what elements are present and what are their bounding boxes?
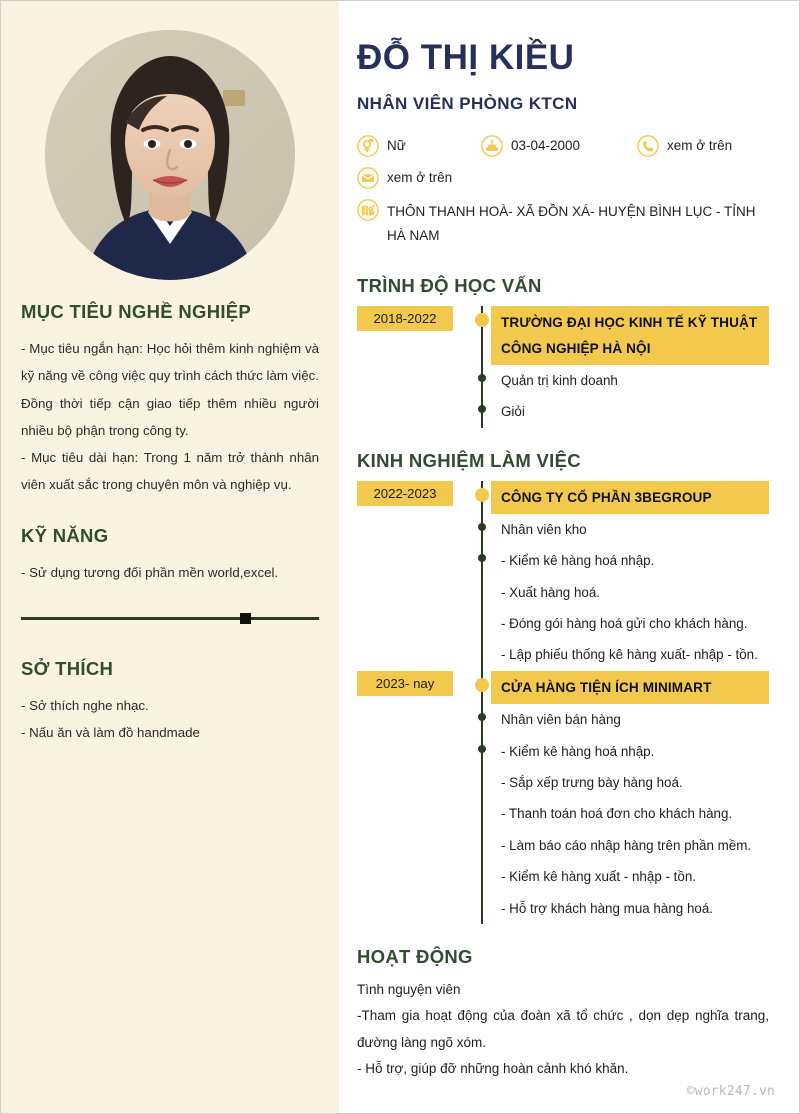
experience-section: [357, 450, 769, 925]
experience-company: CÔNG TY CỔ PHẦN 3BEGROUP: [491, 481, 769, 514]
skill-level-slider[interactable]: [21, 608, 319, 628]
experience-detail: [475, 736, 769, 767]
education-grade: Giỏi: [501, 404, 525, 420]
contact-email[interactable]: [357, 168, 452, 189]
education-detail: [475, 365, 769, 396]
education-school: TRƯỜNG ĐẠI HỌC KINH TẾ KỸ THUẬT CÔNG NGHIỆP HÀ NỘI: [491, 306, 769, 364]
education-body: [475, 306, 769, 364]
experience-task: - Đóng gói hàng hoá gửi cho khách hàng.: [501, 616, 748, 632]
education-major: Quản trị kinh doanh: [501, 372, 618, 388]
experience-task: - Làm báo cáo nhập hàng trên phần mềm.: [501, 837, 752, 853]
experience-detail: [475, 798, 769, 829]
hobbies-section: [21, 658, 319, 747]
envelope-icon: [357, 167, 379, 189]
activity-line: -Tham gia hoạt động của đoàn xã tổ chức , dọn dẹp nghĩa trang, đường làng ngõ xóm.: [357, 1008, 769, 1050]
hobbies-title: SỞ THÍCH: [21, 657, 114, 679]
education-detail-row: [357, 365, 769, 396]
activity-line: - Hỗ trợ, giúp đỡ những hoàn cảnh khó khăn.: [357, 1061, 629, 1077]
experience-detail: [475, 545, 769, 576]
experience-detail-row: [357, 830, 769, 861]
timeline-dot-main: [475, 678, 489, 692]
skill-slider-knob[interactable]: [240, 613, 251, 624]
timeline-dot: [478, 523, 486, 531]
education-timeline: [357, 306, 769, 427]
timeline-date-spacer: [357, 798, 453, 808]
gender-icon: [357, 135, 379, 157]
experience-task: - Kiểm kê hàng hoá nhập.: [501, 553, 655, 569]
contact-row: [357, 136, 769, 157]
timeline-date-spacer: [357, 577, 453, 587]
timeline-date-spacer: [357, 365, 453, 375]
objective-short-term: - Mục tiêu ngắn hạn: Học hỏi thêm kinh nghiệm và kỹ năng về công việc quy trình cách thức làm việc. Đồng thời tiếp cận giao tiếp thêm nhiều người nhiều bộ phận trong công ty.: [21, 341, 319, 438]
birthday-cake-icon: [481, 135, 503, 157]
experience-date: 2023- nay: [357, 671, 453, 696]
timeline-date-spacer: [357, 830, 453, 840]
objective-title: MỤC TIÊU NGHỀ NGHIỆP: [21, 301, 252, 322]
hobby-item: - Nấu ăn và làm đồ handmade: [21, 725, 200, 740]
timeline-date-spacer: [357, 767, 453, 777]
education-date: 2018-2022: [357, 306, 453, 331]
main-content: [339, 1, 799, 1113]
watermark: ©work247.vn: [686, 1084, 775, 1099]
timeline-dot-main: [475, 488, 489, 502]
birthdate-value: 03-04-2000: [511, 137, 581, 153]
experience-detail-row: [357, 704, 769, 735]
address-value: THÔN THANH HOÀ- XÃ ĐỒN XÁ- HUYỆN BÌNH LỤC - TỈNH HÀ NAM: [387, 203, 756, 244]
timeline-date-spacer: [357, 514, 453, 524]
avatar: [45, 30, 295, 280]
experience-detail: [475, 767, 769, 798]
timeline-dot: [478, 713, 486, 721]
experience-timeline: [357, 481, 769, 925]
experience-detail-row: [357, 893, 769, 924]
hobby-item: - Sở thích nghe nhạc.: [21, 697, 149, 713]
timeline-date-spacer: [357, 396, 453, 406]
experience-body: [475, 481, 769, 514]
phone-value: xem ở trên: [667, 137, 733, 153]
experience-detail: [475, 577, 769, 608]
experience-task: - Sắp xếp trưng bày hàng hoá.: [501, 774, 683, 790]
experience-task: - Xuất hàng hoá.: [501, 584, 601, 600]
experience-detail-row: [357, 767, 769, 798]
education-section: [357, 275, 769, 427]
experience-detail-row: [357, 639, 769, 670]
timeline-date-spacer: [357, 639, 453, 649]
experience-detail: [475, 893, 769, 924]
experience-detail: [475, 861, 769, 892]
activities-section: [357, 946, 769, 1082]
page-title: ĐỖ THỊ KIỀU: [357, 38, 575, 77]
timeline-date-spacer: [357, 608, 453, 618]
contact-row: [357, 200, 769, 250]
activity-line: Tình nguyện viên: [357, 982, 461, 998]
experience-detail-row: [357, 577, 769, 608]
timeline-date-spacer: [357, 736, 453, 746]
experience-task: - Kiểm kê hàng hoá nhập.: [501, 743, 655, 759]
experience-task: - Lập phiếu thống kê hàng xuất- nhập - tồn.: [501, 647, 758, 663]
timeline-date-spacer: [357, 861, 453, 871]
experience-task: - Thanh toán hoá đơn cho khách hàng.: [501, 806, 733, 822]
experience-detail-row: [357, 514, 769, 545]
contact-row: [357, 168, 769, 189]
phone-icon: [637, 135, 659, 157]
contact-gender: [357, 136, 481, 157]
experience-detail-row: [357, 608, 769, 639]
sidebar: [1, 1, 339, 1113]
gender-value: Nữ: [387, 137, 406, 153]
education-title: TRÌNH ĐỘ HỌC VẤN: [357, 275, 542, 297]
contact-birthdate: [481, 136, 637, 157]
experience-detail-row: [357, 798, 769, 829]
map-location-icon: [357, 199, 379, 221]
experience-company: CỬA HÀNG TIỆN ÍCH MINIMART: [491, 671, 769, 704]
skill-item: - Sử dụng tương đối phần mền world,excel.: [21, 564, 279, 580]
experience-detail: [475, 639, 769, 670]
experience-role: Nhân viên kho: [501, 521, 587, 537]
skill-slider-track: [21, 617, 319, 620]
contact-phone[interactable]: [637, 136, 732, 157]
experience-body: [475, 671, 769, 704]
education-detail: [475, 396, 769, 427]
experience-task: - Hỗ trợ khách hàng mua hàng hoá.: [501, 900, 714, 916]
experience-entry: [357, 481, 769, 514]
experience-detail-row: [357, 545, 769, 576]
experience-task: - Kiểm kê hàng xuất - nhập - tồn.: [501, 869, 697, 885]
experience-detail-row: [357, 736, 769, 767]
timeline-date-spacer: [357, 893, 453, 903]
job-title: NHÂN VIÊN PHÒNG KTCN: [357, 93, 578, 113]
profile-photo-container: [1, 1, 339, 301]
skills-title: KỸ NĂNG: [21, 524, 109, 546]
activities-title: HOẠT ĐỘNG: [357, 946, 473, 968]
experience-detail-row: [357, 861, 769, 892]
experience-role: Nhân viên bán hàng: [501, 712, 621, 728]
objective-long-term: - Mục tiêu dài hạn: Trong 1 năm trở thành nhân viên xuất sắc trong chuyên môn và nghiệp vụ.: [21, 450, 319, 493]
experience-date: 2022-2023: [357, 481, 453, 506]
email-value: xem ở trên: [387, 169, 453, 185]
experience-detail: [475, 608, 769, 639]
objective-section: [21, 301, 319, 499]
contact-address: [357, 200, 769, 250]
education-detail-row: [357, 396, 769, 427]
timeline-dot: [478, 745, 486, 753]
experience-detail: [475, 704, 769, 735]
experience-detail: [475, 514, 769, 545]
experience-title: KINH NGHIỆM LÀM VIỆC: [357, 449, 581, 471]
timeline-date-spacer: [357, 704, 453, 714]
timeline-date-spacer: [357, 545, 453, 555]
experience-detail: [475, 830, 769, 861]
skills-section: [21, 525, 319, 628]
experience-entry: [357, 671, 769, 704]
education-entry: [357, 306, 769, 364]
contact-info: [357, 136, 769, 250]
timeline-dot: [478, 374, 486, 382]
